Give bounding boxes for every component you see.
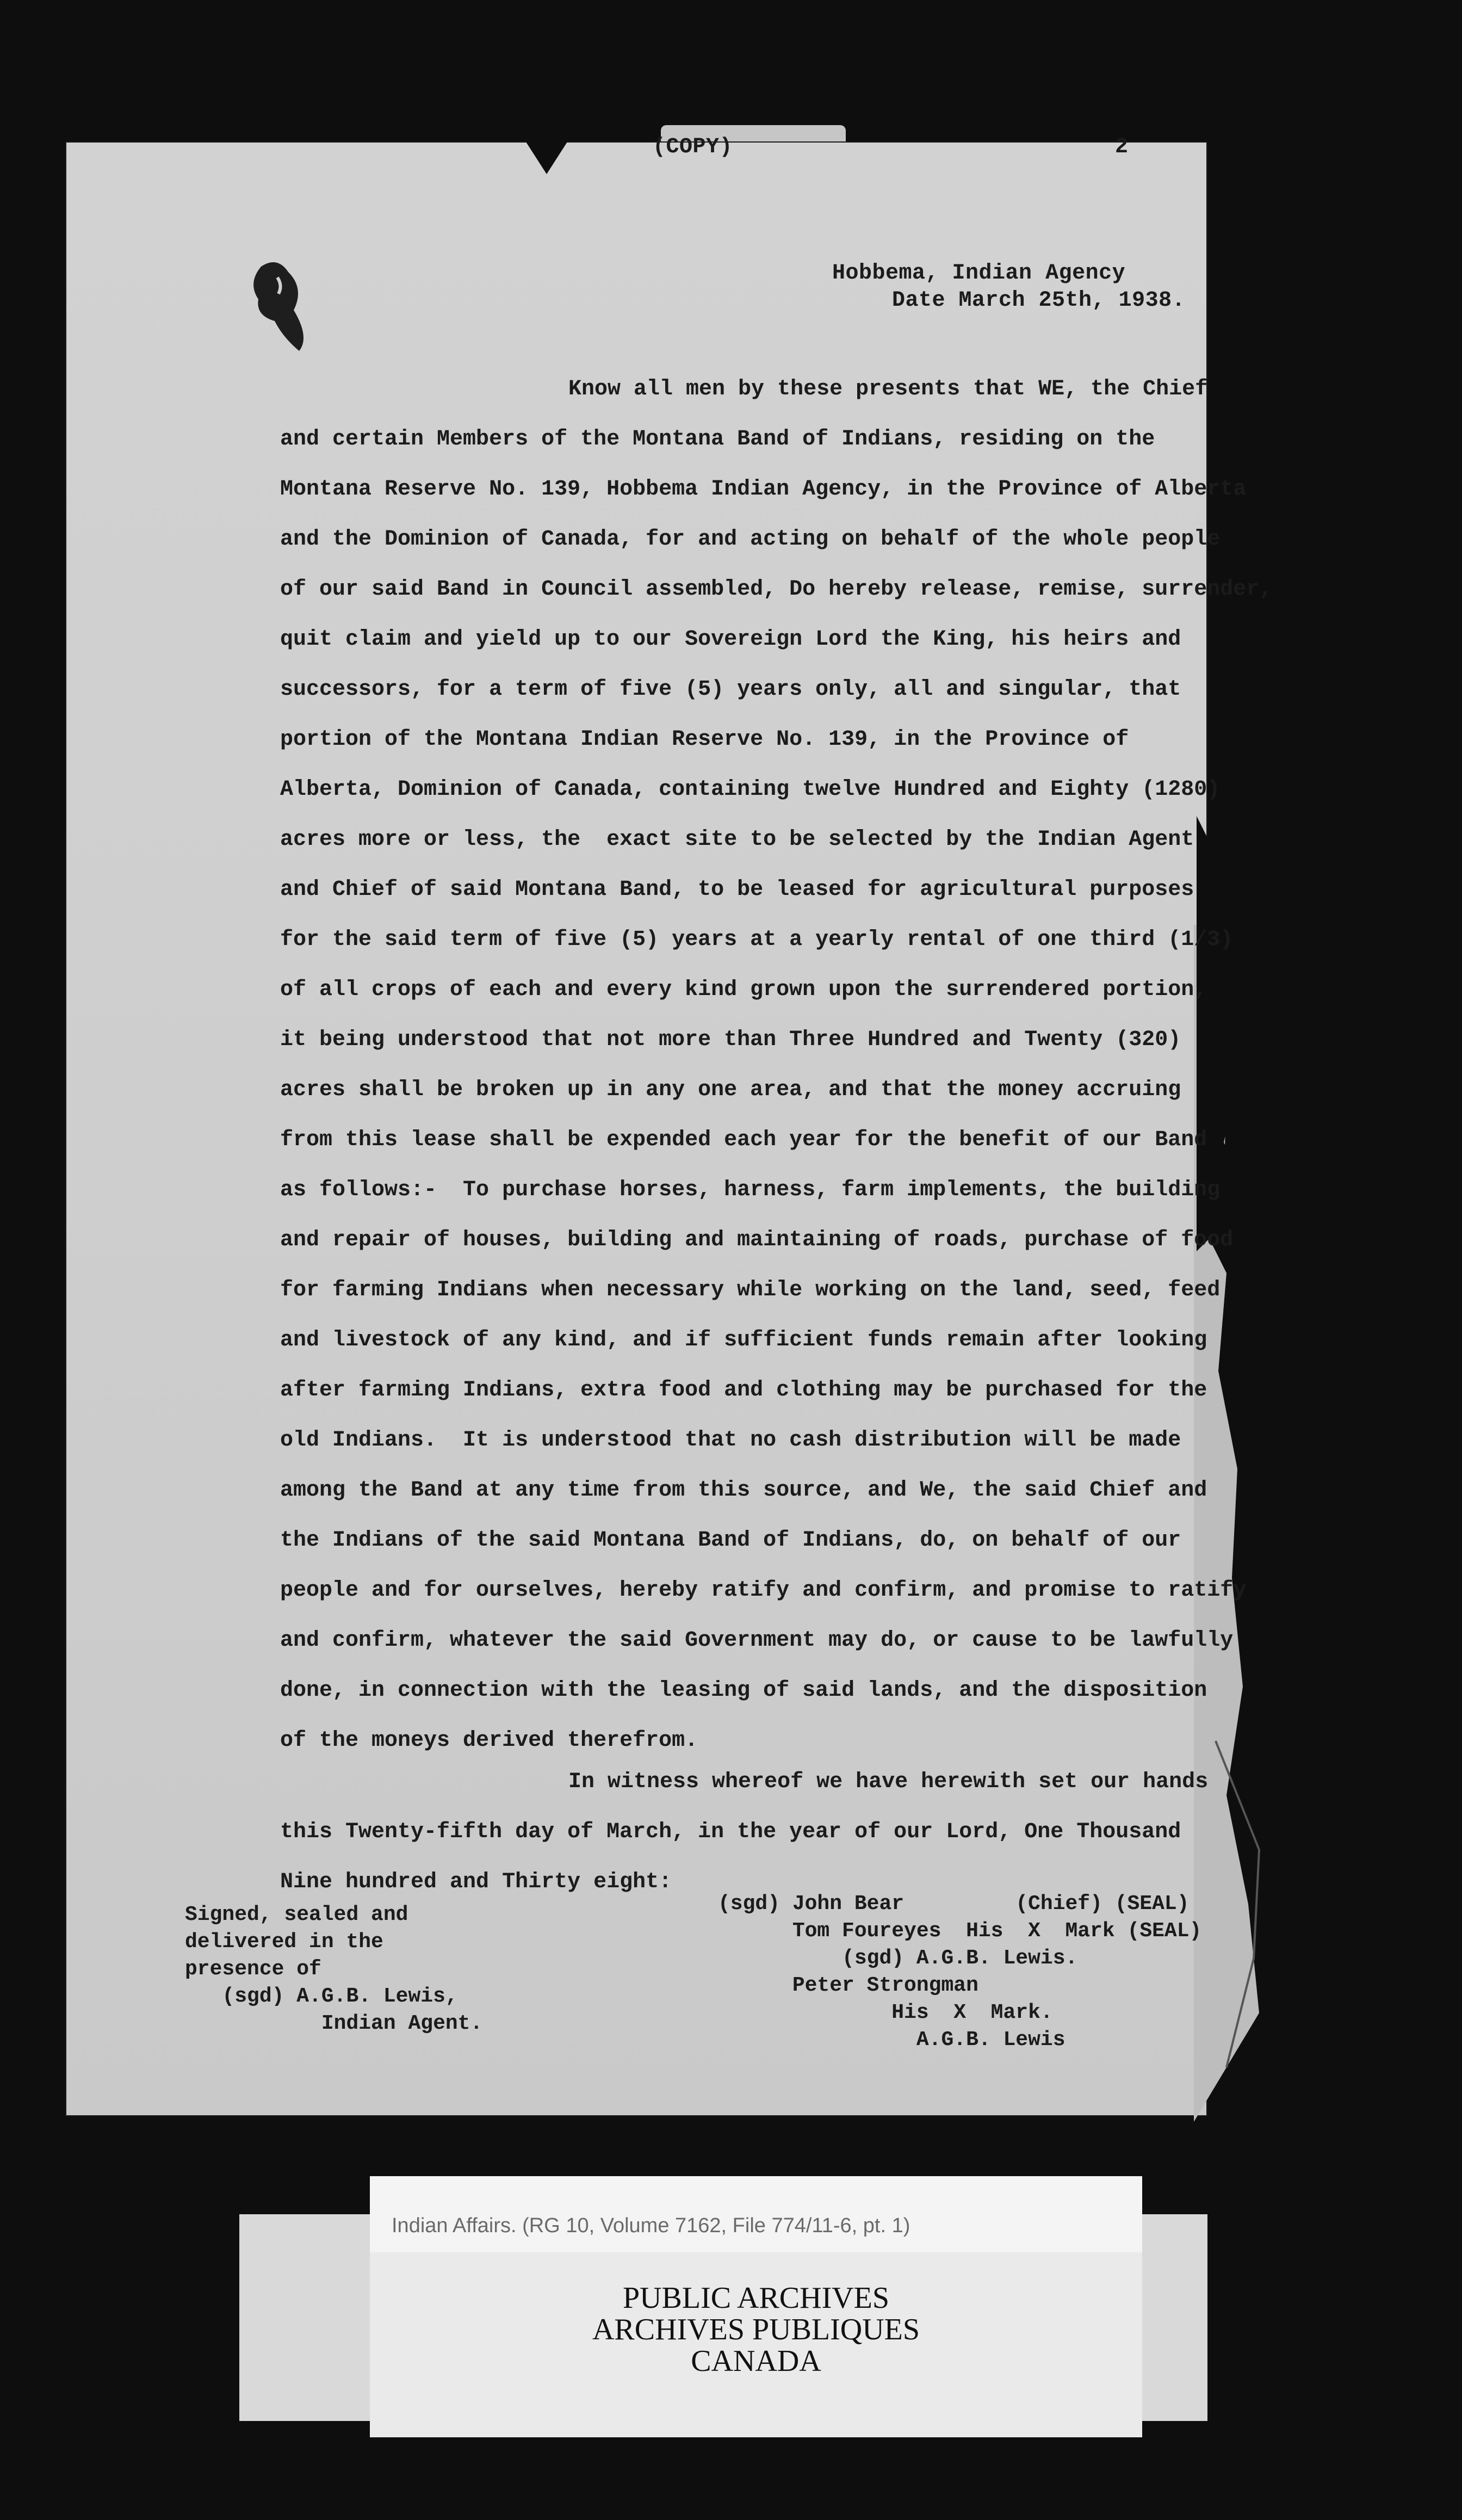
- signature-block-band: [718, 1891, 1201, 2054]
- body-line: portion of the Montana Indian Reserve No. 139, in the Province of: [280, 727, 1129, 752]
- surrender-body: [280, 365, 1303, 1766]
- body-line: old Indians. It is understood that no cash distribution will be made: [280, 1428, 1181, 1453]
- body-line: successors, for a term of five (5) years only, all and singular, that: [280, 677, 1181, 702]
- signature-line: (sgd) A.G.B. Lewis,: [185, 1985, 458, 2008]
- signature-line: His X Mark.: [718, 2001, 1053, 2024]
- body-line: Montana Reserve No. 139, Hobbema Indian Agency, in the Province of Alberta: [280, 477, 1247, 502]
- signature-line: Peter Strongman: [718, 1974, 978, 1997]
- body-line: among the Band at any time from this source, and We, the said Chief and: [280, 1478, 1207, 1503]
- body-line: acres more or less, the exact site to be selected by the Indian Agent: [280, 827, 1194, 852]
- signature-line: Signed, sealed and: [185, 1903, 408, 1926]
- paper-notch: [522, 136, 571, 174]
- signature-line: (sgd) John Bear (Chief) (SEAL): [718, 1892, 1190, 1916]
- header-date: Date March 25th, 1938.: [892, 288, 1186, 313]
- body-line: for the said term of five (5) years at a yearly rental of one third (1/3): [280, 928, 1234, 952]
- body-line: from this lease shall be expended each year for the benefit of our Band: [280, 1128, 1207, 1152]
- signature-block-witness: [185, 1901, 482, 2037]
- body-line: acres shall be broken up in any one area, and that the money accruing: [280, 1078, 1181, 1102]
- body-line: and certain Members of the Montana Band of Indians, residing on the: [280, 427, 1155, 452]
- page-number: 2: [1115, 135, 1129, 159]
- body-line: Alberta, Dominion of Canada, containing twelve Hundred and Eighty (1280): [280, 777, 1221, 802]
- witness-clause: [280, 1757, 1208, 1907]
- archive-title-country: CANADA: [691, 2344, 821, 2378]
- signature-line: presence of: [185, 1957, 321, 1981]
- header-place: Hobbema, Indian Agency: [832, 261, 1126, 286]
- body-line: and Chief of said Montana Band, to be leased for agricultural purposes: [280, 878, 1194, 902]
- witness-line: this Twenty-fifth day of March, in the year of our Lord, One Thousand: [280, 1820, 1181, 1844]
- body-line: and the Dominion of Canada, for and acting on behalf of the whole people: [280, 527, 1221, 552]
- body-line: after farming Indians, extra food and clothing may be purchased for the: [280, 1378, 1207, 1403]
- copy-mark: (COPY): [653, 135, 733, 159]
- body-line: as follows:- To purchase horses, harness, farm implements, the building: [280, 1178, 1221, 1202]
- body-line: done, in connection with the leasing of said lands, and the disposition: [280, 1678, 1207, 1703]
- ink-blot-mark: [245, 256, 315, 354]
- body-line: and confirm, whatever the said Government may do, or cause to be lawfully: [280, 1628, 1234, 1653]
- body-line: Know all men by these presents that WE, the Chief: [568, 377, 1209, 402]
- archive-title-fr: ARCHIVES PUBLIQUES: [592, 2313, 920, 2346]
- body-line: of all crops of each and every kind grown upon the surrendered portion,: [280, 978, 1207, 1002]
- body-line: and livestock of any kind, and if sufficient funds remain after looking: [280, 1328, 1207, 1352]
- signature-line: delivered in the: [185, 1930, 383, 1954]
- signature-line: Tom Foureyes His X Mark (SEAL): [718, 1919, 1202, 1943]
- witness-line: In witness whereof we have herewith set our hands: [568, 1770, 1209, 1794]
- body-line: quit claim and yield up to our Sovereign Lord the King, his heirs and: [280, 627, 1181, 652]
- signature-line: A.G.B. Lewis: [718, 2028, 1065, 2052]
- signature-line: Indian Agent.: [185, 2012, 483, 2035]
- body-line: it being understood that not more than Three Hundred and Twenty (320): [280, 1028, 1181, 1052]
- body-line: and repair of houses, building and maintaining of roads, purchase of food: [280, 1228, 1234, 1252]
- body-line: of our said Band in Council assembled, Do hereby release, remise, surrender,: [280, 577, 1273, 602]
- body-line: for farming Indians when necessary while working on the land, seed, feed: [280, 1278, 1221, 1302]
- witness-line: Nine hundred and Thirty eight:: [280, 1870, 672, 1894]
- archive-citation: Indian Affairs. (RG 10, Volume 7162, File 774/11-6, pt. 1): [392, 2214, 910, 2237]
- signature-line: (sgd) A.G.B. Lewis.: [718, 1947, 1078, 1970]
- body-line: people and for ourselves, hereby ratify and confirm, and promise to ratify: [280, 1578, 1247, 1603]
- body-line: of the moneys derived therefrom.: [280, 1728, 698, 1753]
- archive-title-en: PUBLIC ARCHIVES: [622, 2281, 890, 2315]
- body-line: the Indians of the said Montana Band of Indians, do, on behalf of our: [280, 1528, 1181, 1553]
